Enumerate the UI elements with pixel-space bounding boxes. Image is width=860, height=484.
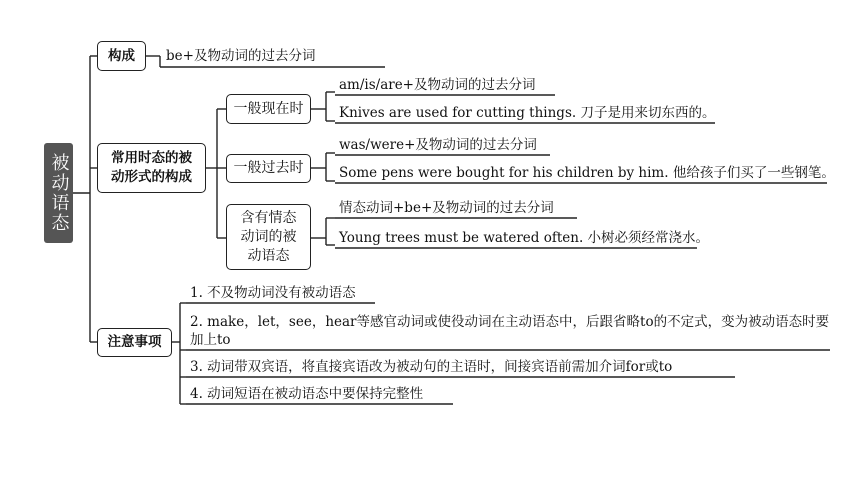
note-item-2: 2. make，let，see，hear等感官动词或使役动词在主动语态中，后跟省略to的不定式，变为被动语态时要加上to	[190, 314, 830, 348]
tenses-node	[97, 143, 206, 193]
tenses-label-line2: 动形式的构成	[111, 169, 192, 185]
past-tense-label: 一般过去时	[233, 160, 304, 176]
note-item-4: 4. 动词短语在被动语态中要保持完整性	[190, 386, 424, 402]
composition-node	[97, 41, 146, 71]
modal-label-line1: 含有情态	[240, 209, 297, 226]
modal-node	[226, 204, 311, 270]
tenses-label-line1: 常用时态的被	[111, 150, 192, 166]
notes-node	[97, 328, 172, 357]
root-label: 被动语态	[48, 153, 70, 233]
composition-label: 构成	[108, 47, 135, 64]
present-tense-node	[226, 94, 311, 124]
note-item-3: 3. 动词带双宾语，将直接宾语改为被动句的主语时，间接宾语前需加介词for或to	[190, 359, 673, 375]
root-node	[44, 143, 73, 243]
modal-label-line3: 动语态	[247, 247, 290, 264]
past-tense-node	[226, 154, 311, 183]
modal-label-line2: 动词的被	[240, 228, 297, 245]
present-form: am/is/are+及物动词的过去分词	[339, 77, 536, 93]
present-example: Knives are used for cutting things. 刀子是用来切东西的。	[339, 105, 716, 121]
past-example: Some pens were bought for his children by him. 他给孩子们买了一些钢笔。	[339, 165, 835, 181]
present-tense-label: 一般现在时	[233, 100, 304, 117]
past-form: was/were+及物动词的过去分词	[339, 137, 537, 153]
note-item-1: 1. 不及物动词没有被动语态	[190, 285, 356, 301]
notes-label: 注意事项	[107, 334, 162, 350]
modal-example: Young trees must be watered often. 小树必须经常浇水。	[339, 230, 710, 246]
modal-form: 情态动词+be+及物动词的过去分词	[339, 200, 554, 216]
composition-text: be+及物动词的过去分词	[166, 48, 316, 64]
